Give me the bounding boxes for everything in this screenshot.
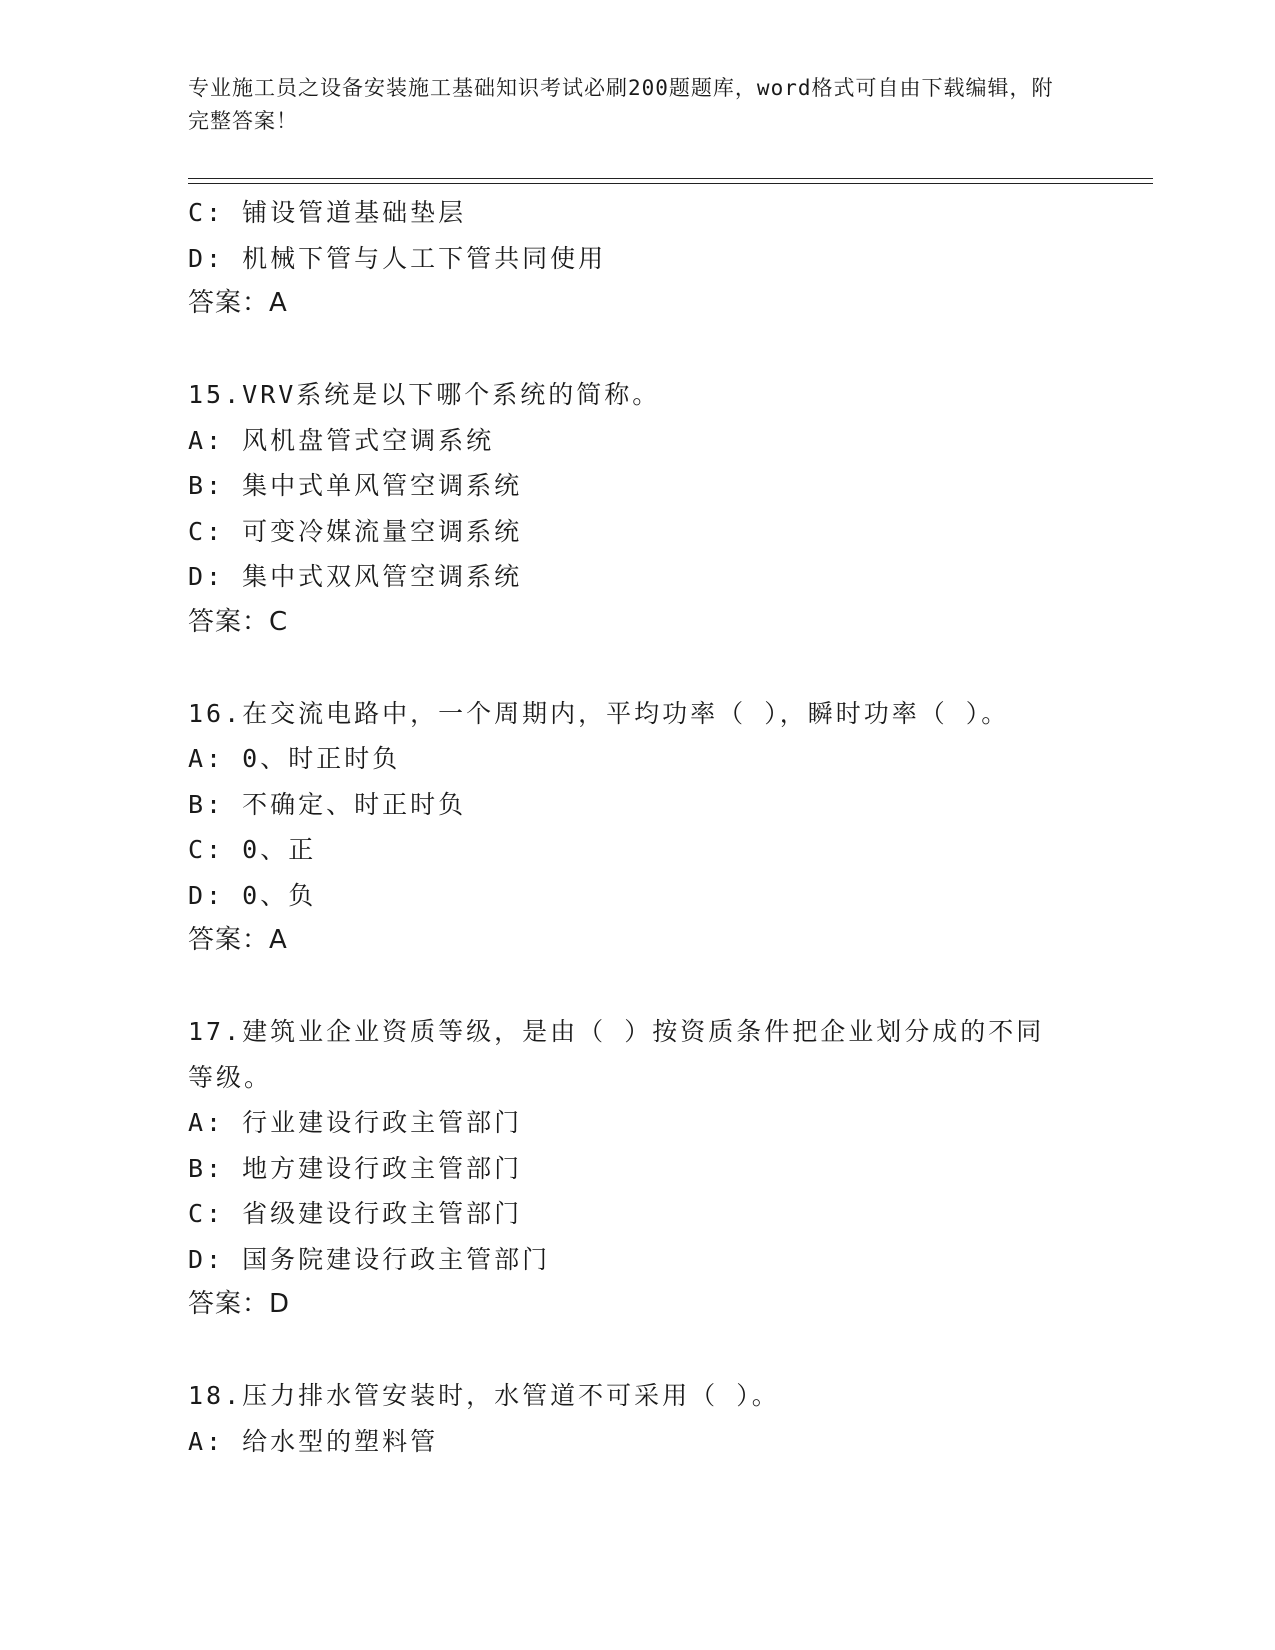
spacer [188, 1328, 1068, 1374]
header-divider-top [188, 178, 1153, 179]
question-stem: 16.在交流电路中，一个周期内，平均功率（ ），瞬时功率（ ）。 [188, 698, 1010, 728]
spacer [188, 327, 1068, 373]
question-stem: 17.建筑业企业资质等级，是由（ ）按资质条件把企业划分成的不同等级。 [188, 1017, 1045, 1092]
option-a: A: 0、时正时负 [188, 744, 401, 773]
question-stem: 18.压力排水管安装时，水管道不可采用（ ）。 [188, 1381, 780, 1410]
option-c: C: 0、正 [188, 835, 317, 864]
header-divider-bottom [188, 183, 1153, 184]
document-title: 专业施工员之设备安装施工基础知识考试必刷200题题库，word格式可自由下载编辑，附完整答案！ [188, 76, 1054, 133]
option-b: B: 不确定、时正时负 [188, 789, 467, 819]
answer-line: 答案：A [188, 288, 288, 318]
option-d: D: 0、负 [188, 880, 317, 910]
question-stem: 15.VRV系统是以下哪个系统的简称。 [188, 380, 661, 409]
question-17 [188, 1009, 1068, 1328]
option-c: C: 铺设管道基础垫层 [188, 198, 467, 227]
question-fragment [188, 190, 1068, 327]
spacer [188, 964, 1068, 1010]
option-c: C: 省级建设行政主管部门 [188, 1199, 523, 1228]
answer-line: 答案：C [188, 606, 289, 637]
question-15 [188, 372, 1068, 645]
option-c: C: 可变冷媒流量空调系统 [188, 516, 523, 546]
question-16 [188, 691, 1068, 964]
option-d: D: 集中式双风管空调系统 [188, 562, 523, 591]
document-header [188, 72, 1068, 138]
option-a: A: 风机盘管式空调系统 [188, 425, 495, 455]
option-a: A: 行业建设行政主管部门 [188, 1108, 523, 1137]
spacer [188, 645, 1068, 691]
answer-line: 答案：D [188, 1289, 291, 1319]
option-d: D: 机械下管与人工下管共同使用 [188, 243, 607, 273]
option-a: A: 给水型的塑料管 [188, 1426, 439, 1456]
question-content [188, 190, 1068, 1464]
question-18 [188, 1373, 1068, 1464]
answer-line: 答案：A [188, 925, 288, 955]
option-b: B: 集中式单风管空调系统 [188, 471, 523, 500]
option-b: B: 地方建设行政主管部门 [188, 1153, 523, 1183]
option-d: D: 国务院建设行政主管部门 [188, 1244, 551, 1274]
